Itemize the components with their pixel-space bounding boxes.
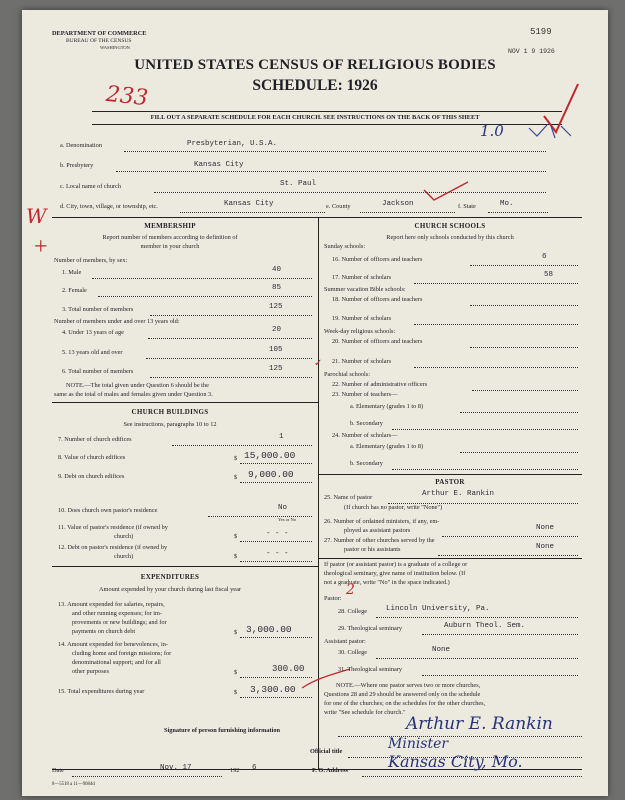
- final-note-2: Questions 28 and 29 should be answered only on the schedule: [324, 691, 481, 698]
- state-value: Mo.: [500, 200, 514, 208]
- q23-label: 23. Number of teachers—: [332, 391, 398, 398]
- date-value: Nov. 17: [160, 764, 192, 772]
- presbytery-label: b. Presbytery: [60, 162, 94, 169]
- q2-label: 2. Female: [62, 287, 87, 294]
- denomination-label: a. Denomination: [60, 142, 102, 149]
- q17-label: 17. Number of scholars: [332, 274, 392, 281]
- weekday-label: Week-day religious schools:: [324, 328, 396, 335]
- expenditures-sub: Amount expended by your church during last fiscal year: [99, 586, 241, 593]
- sunday-label: Sunday schools:: [324, 243, 366, 250]
- q10-hint: Yes or No: [278, 517, 297, 522]
- q1-value: 40: [272, 266, 282, 274]
- bureau-city: WASHINGTON: [100, 45, 130, 50]
- signature-label: Signature of person furnishing information: [164, 727, 281, 734]
- q14-value: 300.00: [272, 664, 305, 674]
- city-value: Kansas City: [224, 200, 274, 208]
- q14-label-2: cluding home and foreign missions; for: [72, 650, 172, 657]
- pastor-header: Pastor:: [324, 595, 342, 602]
- buildings-title: CHURCH BUILDINGS: [131, 408, 209, 416]
- margin-mark-w: W: [26, 204, 47, 228]
- q7-value: 1: [279, 433, 284, 441]
- q29-value: Auburn Theol. Sem.: [444, 622, 526, 630]
- po-address-label: P. O. Address: [312, 767, 349, 774]
- schools-title: CHURCH SCHOOLS: [414, 222, 486, 230]
- q28-value: Lincoln University, Pa.: [386, 605, 490, 613]
- q12-label-2: church): [114, 553, 134, 560]
- q13-label-1: 13. Amount expended for salaries, repairs,: [58, 601, 165, 608]
- q6-value: 125: [269, 365, 283, 373]
- county-value: Jackson: [382, 200, 414, 208]
- blue-check-scribble-icon: [527, 122, 577, 142]
- red-check-county-icon: [422, 180, 472, 202]
- expenditures-title: EXPENDITURES: [140, 573, 200, 581]
- q31-label: 31. Theological seminary: [338, 666, 403, 673]
- q16-value: 6: [542, 253, 547, 261]
- q19-label: 19. Number of scholars: [332, 315, 392, 322]
- q5-value: 105: [269, 346, 283, 354]
- red-tick-q6: ✓: [314, 358, 323, 369]
- q3-value: 125: [269, 303, 283, 311]
- q12-label-1: 12. Debt on pastor's residence (if owned by: [58, 544, 168, 551]
- grad-note-3: not a graduate, write "No" in the space indicated.): [324, 579, 450, 586]
- q15-dollar: $: [234, 689, 238, 696]
- q28-label: 28. College: [338, 608, 368, 615]
- q27-label-1: 27. Number of other churches served by the: [324, 537, 435, 544]
- q2-value: 85: [272, 284, 282, 292]
- q22-label: 22. Number of administrative officers: [332, 381, 428, 388]
- membership-note-2: same as the total of males and females given under Question 3.: [54, 391, 213, 398]
- q13-dollar: $: [234, 629, 238, 636]
- bureau-name: BUREAU OF THE CENSUS: [66, 38, 132, 44]
- q23b-label: b. Secondary: [350, 420, 383, 427]
- q15-value: 3,300.00: [250, 684, 296, 695]
- q1-label: 1. Male: [62, 269, 82, 276]
- pastor-title: PASTOR: [435, 478, 465, 486]
- q13-label-2: and other running expenses; for im-: [72, 610, 163, 617]
- city-label: d. City, town, village, or township, etc.: [60, 203, 158, 210]
- church-name-value: St. Paul: [280, 180, 317, 188]
- q27-value: None: [536, 543, 555, 551]
- buildings-sub: See instructions, paragraphs 10 to 12: [123, 421, 217, 428]
- q13-value: 3,000.00: [246, 624, 292, 635]
- q17-value: 58: [544, 271, 554, 279]
- q26-label-1: 26. Number of ordained ministers, if any, em-: [324, 518, 440, 525]
- q24a-label: a. Elementary (grades 1 to 8): [350, 443, 424, 450]
- q18-label: 18. Number of officers and teachers: [332, 296, 423, 303]
- parochial-label: Parochial schools:: [324, 371, 370, 378]
- q24-label: 24. Number of scholars—: [332, 432, 398, 439]
- presbytery-value: Kansas City: [194, 161, 244, 169]
- final-note-4: write "See schedule for church.": [324, 709, 406, 716]
- q26-label-2: ployed as assistant pastors: [344, 527, 411, 534]
- q14-label-3: denominational support; and for all: [72, 659, 161, 666]
- census-schedule-sheet: [22, 10, 608, 796]
- q5-label: 5. 13 years old and over: [62, 349, 123, 356]
- pastor-mark: 2: [346, 582, 355, 598]
- q30-label: 30. College: [338, 649, 368, 656]
- official-title-label: Official title: [310, 748, 343, 755]
- q11-value: - - -: [266, 530, 289, 538]
- q9-label: 9. Debt on church edifices: [58, 473, 125, 480]
- po-address-value: Kansas City, Mo.: [388, 752, 523, 771]
- q11-label-2: church): [114, 533, 134, 540]
- dept-name: DEPARTMENT OF COMMERCE: [52, 30, 147, 37]
- summer-label: Summer vacation Bible schools:: [324, 286, 406, 293]
- by-age-label: Number of members under and over 13 years old:: [54, 318, 180, 325]
- q7-label: 7. Number of church edifices: [58, 436, 132, 443]
- schedule-title: SCHEDULE: 1926: [252, 77, 378, 94]
- q13-label-4: payments on church debt: [72, 628, 136, 635]
- q16-label: 16. Number of officers and teachers: [332, 256, 423, 263]
- official-title-value: Minister: [388, 736, 449, 752]
- q10-label: 10. Does church own pastor's residence: [58, 507, 158, 514]
- stamp-date: NOV 1 9 1926: [508, 48, 555, 55]
- q9-value: 9,000.00: [248, 469, 294, 480]
- q15-label: 15. Total expenditures during year: [58, 688, 145, 695]
- margin-mark-plus: +: [34, 234, 48, 260]
- membership-intro-2: member in your church: [140, 243, 200, 250]
- membership-intro-1: Report number of members according to definition of: [102, 234, 238, 241]
- instruction-line: FILL OUT A SEPARATE SCHEDULE FOR EACH CHURCH. SEE INSTRUCTIONS ON THE BACK OF THIS SHEET: [150, 114, 480, 121]
- q8-label: 8. Value of church edifices: [58, 454, 126, 461]
- q24b-label: b. Secondary: [350, 460, 383, 467]
- q3-label: 3. Total number of members: [62, 306, 134, 313]
- q12-value: - - -: [266, 550, 289, 558]
- q13-label-3: provements or new buildings; and for: [72, 619, 167, 626]
- q25-label: 25. Name of pastor: [324, 494, 373, 501]
- by-sex-label: Number of members, by sex:: [54, 257, 128, 264]
- schools-intro: Report here only schools conducted by this church: [386, 234, 514, 241]
- q25-value: Arthur E. Rankin: [422, 490, 495, 498]
- signature: Arthur E. Rankin: [406, 714, 553, 734]
- q10-value: No: [278, 504, 288, 512]
- stamp-number: 5199: [530, 27, 552, 37]
- q4-value: 20: [272, 326, 282, 334]
- q25-note: (If church has no pastor, write "None"): [344, 504, 443, 511]
- q21-label: 21. Number of scholars: [332, 358, 392, 365]
- year-prefix: 192: [230, 767, 240, 774]
- hand-code: 1.0: [480, 122, 504, 140]
- q8-value: 15,000.00: [244, 450, 296, 461]
- denomination-value: Presbyterian, U.S.A.: [187, 140, 278, 148]
- q14-dollar: $: [234, 669, 238, 676]
- grad-note-2: theological seminary, give name of institution below. (If: [324, 570, 466, 577]
- county-label: e. County: [326, 203, 351, 210]
- q30-value: None: [432, 646, 451, 654]
- grad-note-1: If pastor (or assistant pastor) is a graduate of a college or: [324, 561, 468, 568]
- q4-label: 4. Under 13 years of age: [62, 329, 124, 336]
- year-value: 6: [252, 764, 257, 772]
- q11-label-1: 11. Value of pastor's residence (if owned by: [58, 524, 168, 531]
- q9-dollar: $: [234, 474, 238, 481]
- form-code: 8—5518 a 11—9084d: [52, 782, 95, 787]
- membership-title: MEMBERSHIP: [144, 222, 196, 230]
- q11-dollar: $: [234, 533, 238, 540]
- q14-label-1: 14. Amount expended for benevolences, in-: [58, 641, 168, 648]
- date-label: Date: [52, 767, 64, 774]
- final-note-1: NOTE.—Where one pastor serves two or more churches,: [336, 682, 481, 689]
- membership-note-1: NOTE.—The total given under Question 6 should be the: [66, 382, 209, 389]
- hand-number: 233: [104, 81, 150, 112]
- church-name-label: c. Local name of church: [60, 183, 122, 190]
- q26-value: None: [536, 524, 555, 532]
- state-label: f. State: [458, 203, 476, 210]
- q29-label: 29. Theological seminary: [338, 625, 403, 632]
- q20-label: 20. Number of officers and teachers: [332, 338, 423, 345]
- assistant-header: Assistant pastor:: [324, 638, 366, 645]
- q14-label-4: other purposes: [72, 668, 109, 675]
- q27-label-2: pastor or his assistants: [344, 546, 401, 553]
- q23a-label: a. Elementary (grades 1 to 8): [350, 403, 424, 410]
- final-note-3: for one of the churches; on the schedules for the other churches,: [324, 700, 486, 707]
- form-title: UNITED STATES CENSUS OF RELIGIOUS BODIES: [134, 57, 496, 73]
- q12-dollar: $: [234, 553, 238, 560]
- q8-dollar: $: [234, 455, 238, 462]
- q6-label: 6. Total number of members: [62, 368, 134, 375]
